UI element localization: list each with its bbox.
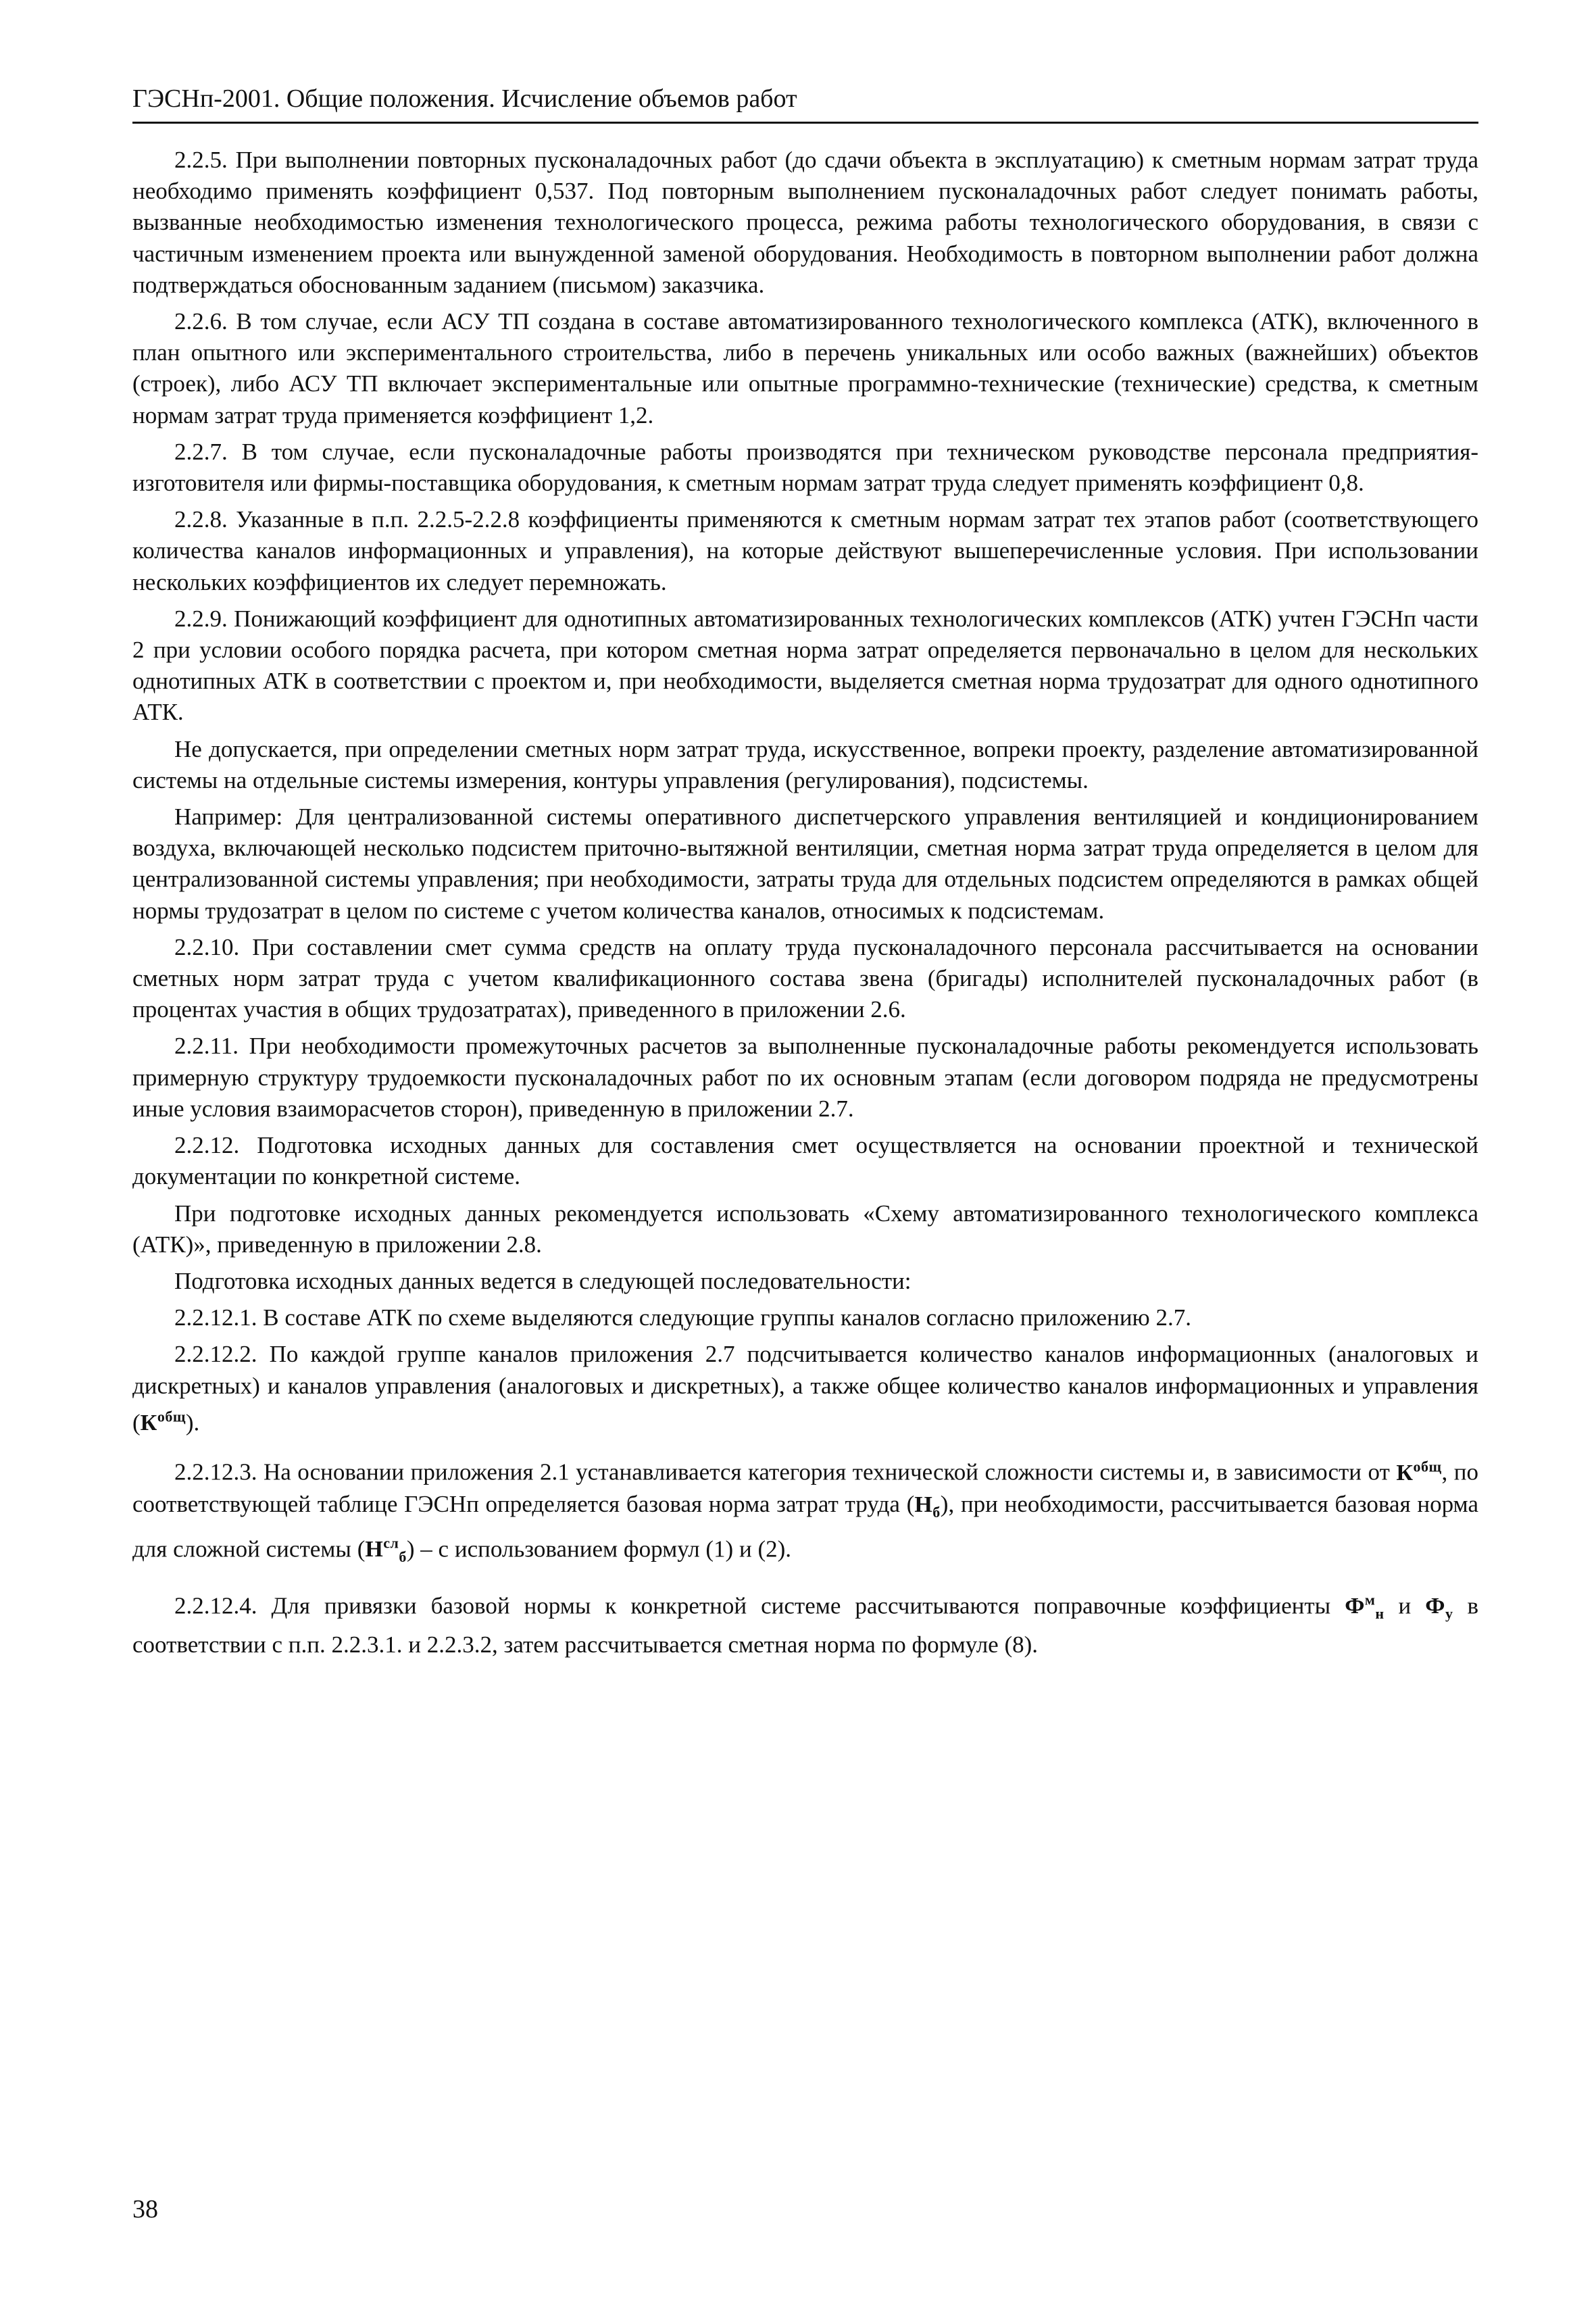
paragraph-text: ), при необходимости, рассчитывается базовая норма для сложной системы ( — [132, 1490, 1478, 1562]
page-header: ГЭСНп-2001. Общие положения. Исчисление объемов работ — [132, 80, 1478, 124]
paragraph-2-2-12-3 — [132, 1451, 1478, 1573]
paragraph-text: 2.2.12.2. По каждой группе каналов приложения 2.7 подсчитывается количество каналов информационных (аналоговых и дискретных) и каналов управления (аналоговых и дискретных), а также общее количество каналов информационных и управления ( — [132, 1341, 1478, 1436]
symbol-h-base: $Н_б$ — [914, 1492, 941, 1521]
paragraph-text: ) – с использованием формул (1) и (2). — [406, 1535, 791, 1562]
paragraph-2-2-9-example: Например: Для централизованной системы оперативного диспетчерского управления вентиляцией и кондиционированием воздуха, включающей несколько подсистем приточно-вытяжной вентиляции, сметная норма затрат труда определяется в целом для централизованной системы управления; при необходимости, затраты труда для отдельных подсистем определяются в рамках общей нормы трудозатрат в целом по системе с учетом количества каналов, относимых к подсистемам. — [132, 804, 1478, 924]
paragraph-2-2-7: 2.2.7. В том случае, если пусконаладочные работы производятся при техническом руководстве персонала предприятия-изготовителя или фирмы-поставщика оборудования, к сметным нормам затрат труда следует применять коэффициент 0,8. — [132, 438, 1478, 497]
paragraph-2-2-8: 2.2.8. Указанные в п.п. 2.2.5-2.2.8 коэффициенты применяются к сметным нормам затрат тех этапов работ (соответствующего количества каналов информационных и управления), на которые действуют вышеперечисленные условия. При использовании нескольких коэффициентов их следует перемножать. — [132, 506, 1478, 595]
paragraph-2-2-9: 2.2.9. Понижающий коэффициент для однотипных автоматизированных технологических комплексов (АТК) учтен ГЭСНп части 2 при условии особого порядка расчета, при котором сметная норма затрат определяется первоначально в целом для нескольких однотипных АТК в соответствии с проектом и, при необходимости, выделяется сметная норма трудозатрат для одного однотипного АТК. — [132, 605, 1478, 726]
symbol-h-base-complex: $Н^{сл}_б$ — [365, 1534, 407, 1565]
paragraph-text: 2.2.12.3. На основании приложения 2.1 устанавливается категория технической сложности системы и, в зависимости от — [174, 1458, 1397, 1485]
paragraph-text: ). — [185, 1409, 200, 1436]
paragraph-2-2-10: 2.2.10. При составлении смет сумма средств на оплату труда пусконаладочного персонала рассчитывается на основании сметных норм затрат труда с учетом квалификационного состава звена (бригады) исполнителей пусконаладочных работ (в процентах участия в общих трудозатратах), приведенного в приложении 2.6. — [132, 933, 1478, 1023]
symbol-k-total: $К^{общ}$ — [140, 1408, 186, 1436]
paragraph-2-2-12-sequence: Подготовка исходных данных ведется в следующей последовательности: — [174, 1267, 912, 1294]
paragraph-2-2-6: 2.2.6. В том случае, если АСУ ТП создана в составе автоматизированного технологического комплекса (АТК), включенного в план опытного или экспериментального строительства, либо в перечень уникальных или особо важных (важнейших) объектов (строек), либо АСУ ТП включает экспериментальные или опытные программно-технические (технические) средства, к сметным нормам затрат труда применяется коэффициент 1,2. — [132, 308, 1478, 428]
paragraph-2-2-12: 2.2.12. Подготовка исходных данных для составления смет осуществляется на основании проектной и технической документации по конкретной системе. — [132, 1132, 1478, 1190]
paragraph-text: и — [1384, 1592, 1426, 1619]
document-body — [132, 145, 1478, 1661]
paragraph-2-2-12-4 — [132, 1585, 1478, 1661]
page-number: 38 — [132, 2195, 158, 2223]
paragraph-2-2-12-scheme: При подготовке исходных данных рекомендуется использовать «Схему автоматизированного технологического комплекса (АТК)», приведенную в приложении 2.8. — [132, 1200, 1478, 1258]
paragraph-2-2-9-note: Не допускается, при определении сметных норм затрат труда, искусственное, вопреки проекту, разделение автоматизированной системы на отдельные системы измерения, контуры управления (регулирования), подсистемы. — [132, 735, 1478, 793]
paragraph-text: в соответствии с п.п. 2.2.3.1. и 2.2.3.2, затем рассчитывается сметная норма по формуле (8). — [132, 1592, 1478, 1658]
paragraph-2-2-11: 2.2.11. При необходимости промежуточных расчетов за выполненные пусконаладочные работы рекомендуется использовать примерную структуру трудоемкости пусконаладочных работ по их основным этапам (если договором подряда не предусмотрены иные условия взаиморасчетов сторон), приведенную в приложении 2.7. — [132, 1033, 1478, 1122]
paragraph-2-2-12-1: 2.2.12.1. В составе АТК по схеме выделяются следующие группы каналов согласно приложению 2.7. — [174, 1304, 1191, 1331]
paragraph-text: 2.2.12.4. Для привязки базовой нормы к конкретной системе рассчитываются поправочные коэффициенты — [174, 1592, 1345, 1619]
paragraph-text: , по соответствующей таблице ГЭСНп определяется базовая норма затрат труда ( — [132, 1458, 1478, 1517]
symbol-f-u: $Ф_у$ — [1425, 1594, 1453, 1623]
symbol-k-total: $К^{общ}$ — [1396, 1458, 1442, 1485]
paragraph-2-2-12-2 — [132, 1339, 1478, 1439]
symbol-f-m: $Ф^м_н$ — [1345, 1592, 1385, 1623]
paragraph-2-2-5: 2.2.5. При выполнении повторных пусконаладочных работ (до сдачи объекта в эксплуатацию) к сметным нормам затрат труда необходимо применять коэффициент 0,537. Под повторным выполнением пусконаладочных работ следует понимать работы, вызванные необходимостью изменения технологического процесса, режима работы технологического оборудования, в связи с частичным изменением проекта или вынужденной заменой оборудования. Необходимость в повторном выполнении работ должна подтверждаться обоснованным заданием (письмом) заказчика. — [132, 147, 1478, 298]
